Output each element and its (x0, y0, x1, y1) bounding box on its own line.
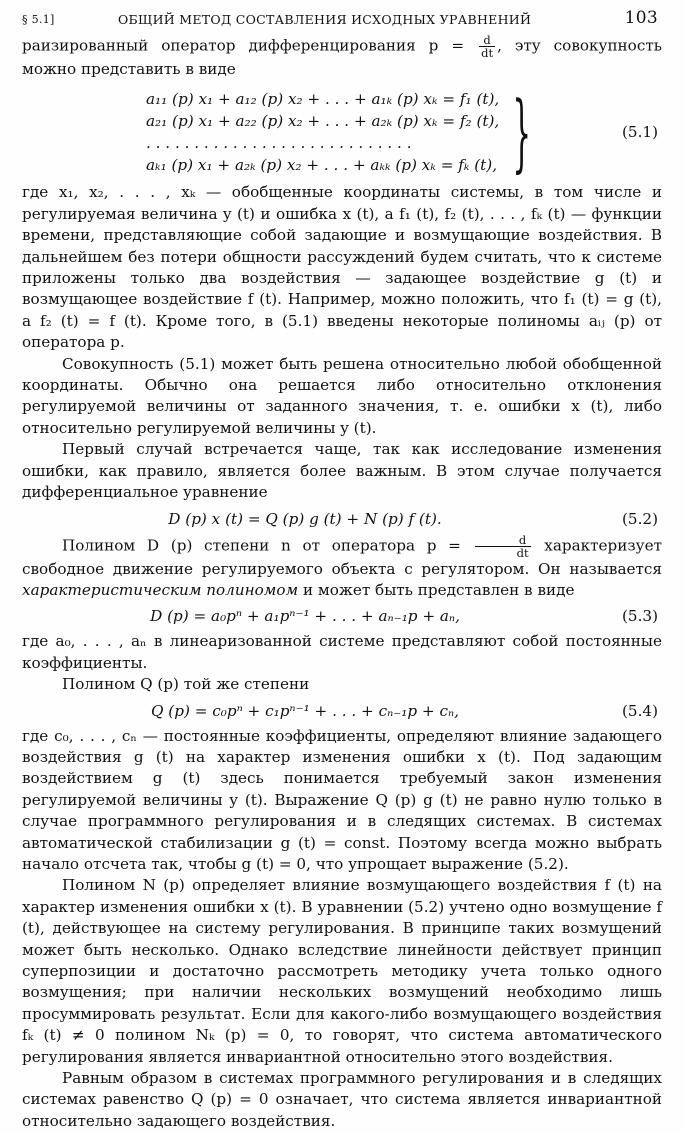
equation-number: (5.3) (621, 607, 658, 626)
paragraph-5-tail: и может быть представлен в виде (298, 580, 575, 599)
paragraph-2: где x₁, x₂, . . . , xₖ — обобщенные координаты системы, в том числе и регулируемая величина y (t) и ошибка x (t), а f₁ (t), f₂ (t), . . . , fₖ (t) — функции времени, представляющие собой задающие и возмущающие воздействия. В дальнейшем без потери общности рассуждений будем считать, что к системе приложены только два воздействия — задающее воздействие g (t) и возмущающее воздействие f (t). Например, можно положить, что f₁ (t) = g (t), а f₂ (t) = f (t). Кроме того, в (5.1) введены некоторые полиномы aᵢⱼ (p) от оператора p. (22, 183, 662, 352)
running-title: ОБЩИЙ МЕТОД СОСТАВЛЕНИЯ ИСХОДНЫХ УРАВНЕНИЙ (118, 12, 532, 27)
paragraph-5-lead: Полином D (p) степени n от оператора p = (62, 536, 473, 554)
fraction-d-dt (479, 34, 495, 59)
equation-number: (5.2) (621, 509, 658, 528)
paragraph-9: Полином N (p) определяет влияние возмущающего воздействия f (t) на характер изменения ошибки x (t). В уравнении (5.2) учтено одно возмущение f (t), действующее на систему регулирования. В принципе таких возмущений может быть несколько. Однако вследствие линейности действует принцип суперпозиции и достаточно рассмотреть методику учета только одного возмущения; при наличии нескольких возмущений необходимо лишь просуммировать результат. Если для какого-либо возмущающего воздействия fₖ (t) ≠ 0 полином Nₖ (p) = 0, то говорят, что система автоматического регулирования является инвариантной относительно этого воздействия. (22, 876, 662, 1066)
paragraph-1-lead: раизированный оператор дифференцирования p = (22, 36, 478, 55)
fraction-d-dt (475, 534, 531, 559)
right-brace: } (512, 83, 532, 182)
equation-body: D (p) x (t) = Q (p) g (t) + N (p) f (t). (168, 509, 442, 528)
frac-den: dt (481, 46, 494, 60)
frac-num: d (483, 33, 491, 47)
frac-den: dt (475, 546, 531, 559)
page-number: 103 (624, 8, 658, 28)
equation-5-2 (22, 510, 662, 528)
paragraph-7: Полином Q (p) той же степени (62, 675, 310, 694)
emphasis-term: характеристическим полиномом (22, 580, 299, 599)
paragraph-5 (22, 534, 662, 602)
paragraph-3: Совокупность (5.1) может быть решена относительно любой обобщенной координаты. Обычно она решается либо относительно отклонения регулируемой величины от заданного значения, т. е. ошибки x (t), либо относительно регулируемой величины y (t). (22, 354, 662, 437)
paragraph-5-mid: характеризует свободное движение регулируемого объекта с регулятором. Он называется (22, 536, 662, 578)
system-rows (146, 88, 499, 176)
system-row: a₁₁ (p) x₁ + a₁₂ (p) x₂ + . . . + a₁ₖ (p) xₖ = f₁ (t), (146, 90, 500, 109)
equation-5-4 (22, 702, 662, 720)
system-row: aₖ₁ (p) x₁ + a₂ₖ (p) x₂ + . . . + aₖₖ (p) xₖ = fₖ (t), (146, 156, 498, 175)
equation-body: D (p) = a₀pⁿ + a₁pⁿ⁻¹ + . . . + aₙ₋₁p + aₙ, (150, 607, 460, 626)
equation-number: (5.4) (621, 701, 658, 720)
equation-5-3 (22, 607, 662, 625)
equation-system-5-1 (22, 83, 662, 182)
frac-num: d (518, 532, 527, 547)
system-row: a₂₁ (p) x₁ + a₂₂ (p) x₂ + . . . + a₂ₖ (p) xₖ = f₂ (t), (146, 112, 500, 131)
running-header (22, 0, 662, 34)
equation-number: (5.1) (621, 123, 658, 142)
paragraph-8: где c₀, . . . , cₙ — постоянные коэффициенты, определяют влияние задающего воздействия g (t) на характер изменения ошибки x (t). Под задающим воздействием g (t) здесь понимается требуемый закон изменения регулируемой величины y (t). Выражение Q (p) g (t) не равно нулю только в случае программного регулирования и в следящих системах. В системах автоматической стабилизации g (t) = const. Поэтому всегда можно выбрать начало отсчета так, чтобы g (t) = 0, что упрощает выражение (5.2). (22, 726, 662, 873)
paragraph-6: где a₀, . . . , aₙ в линеаризованной системе представляют собой постоянные коэффициенты. (22, 632, 662, 672)
paragraph-1-tail: , эту совокупность можно представить в виде (22, 36, 663, 78)
paragraph-1 (22, 34, 662, 80)
equation-body: Q (p) = c₀pⁿ + c₁pⁿ⁻¹ + . . . + cₙ₋₁p + cₙ, (151, 701, 459, 720)
system-row: . . . . . . . . . . . . . . . . . . . . . . . . . . . . (146, 134, 412, 153)
section-mark: § 5.1] (22, 13, 55, 26)
paragraph-10: Равным образом в системах программного регулирования и в следящих системах равенство Q (p) = 0 означает, что система является инвариантной относительно задающего воздействия. (22, 1069, 662, 1130)
paragraph-4: Первый случай встречается чаще, так как исследование изменения ошибки, как правило, является более важным. В этом случае получается дифференциальное уравнение (22, 440, 662, 502)
